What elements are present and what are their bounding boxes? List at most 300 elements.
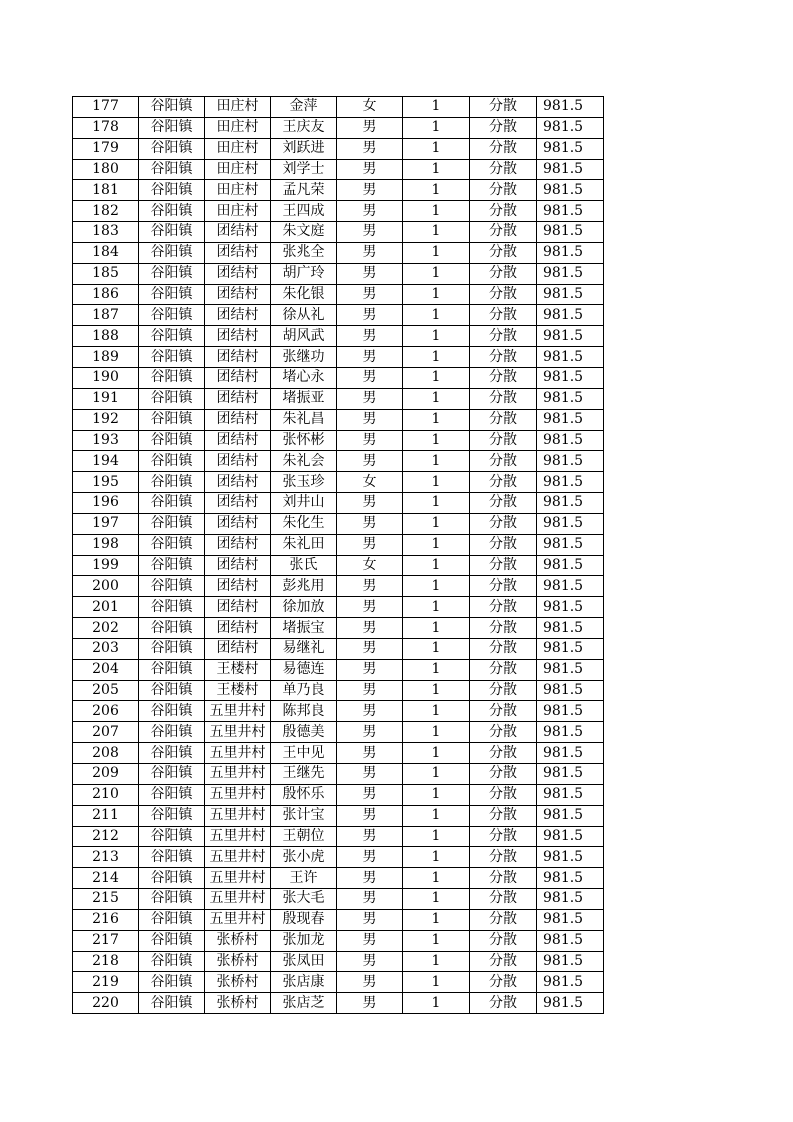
gender-cell: 男	[337, 826, 403, 847]
count-cell: 1	[403, 513, 470, 534]
amount-cell: 981.5	[537, 513, 604, 534]
town-cell: 谷阳镇	[139, 722, 205, 743]
gender-cell: 男	[337, 972, 403, 993]
row-number-cell: 180	[73, 159, 139, 180]
amount-cell: 981.5	[537, 993, 604, 1014]
name-cell: 刘井山	[271, 493, 337, 514]
support-type-cell: 分散	[470, 409, 537, 430]
gender-cell: 男	[337, 638, 403, 659]
support-type-cell: 分散	[470, 201, 537, 222]
support-type-cell: 分散	[470, 618, 537, 639]
amount-cell: 981.5	[537, 909, 604, 930]
amount-cell: 981.5	[537, 951, 604, 972]
row-number-cell: 188	[73, 326, 139, 347]
count-cell: 1	[403, 367, 470, 388]
gender-cell: 男	[337, 659, 403, 680]
town-cell: 谷阳镇	[139, 805, 205, 826]
count-cell: 1	[403, 97, 470, 118]
village-cell: 五里井村	[205, 868, 271, 889]
spreadsheet-page	[72, 96, 604, 1014]
count-cell: 1	[403, 868, 470, 889]
amount-cell: 981.5	[537, 534, 604, 555]
support-type-cell: 分散	[470, 222, 537, 243]
name-cell: 堵振亚	[271, 388, 337, 409]
village-cell: 五里井村	[205, 743, 271, 764]
amount-cell: 981.5	[537, 180, 604, 201]
table-row	[73, 534, 604, 555]
town-cell: 谷阳镇	[139, 263, 205, 284]
amount-cell: 981.5	[537, 472, 604, 493]
amount-cell: 981.5	[537, 868, 604, 889]
amount-cell: 981.5	[537, 159, 604, 180]
count-cell: 1	[403, 117, 470, 138]
row-number-cell: 194	[73, 451, 139, 472]
gender-cell: 男	[337, 889, 403, 910]
town-cell: 谷阳镇	[139, 701, 205, 722]
support-type-cell: 分散	[470, 993, 537, 1014]
support-type-cell: 分散	[470, 889, 537, 910]
count-cell: 1	[403, 493, 470, 514]
support-type-cell: 分散	[470, 138, 537, 159]
village-cell: 田庄村	[205, 117, 271, 138]
gender-cell: 男	[337, 930, 403, 951]
table-row	[73, 972, 604, 993]
town-cell: 谷阳镇	[139, 972, 205, 993]
gender-cell: 男	[337, 534, 403, 555]
row-number-cell: 220	[73, 993, 139, 1014]
name-cell: 王朝位	[271, 826, 337, 847]
row-number-cell: 191	[73, 388, 139, 409]
table-row	[73, 117, 604, 138]
gender-cell: 男	[337, 493, 403, 514]
count-cell: 1	[403, 534, 470, 555]
amount-cell: 981.5	[537, 847, 604, 868]
town-cell: 谷阳镇	[139, 117, 205, 138]
town-cell: 谷阳镇	[139, 97, 205, 118]
support-type-cell: 分散	[470, 180, 537, 201]
town-cell: 谷阳镇	[139, 367, 205, 388]
amount-cell: 981.5	[537, 555, 604, 576]
village-cell: 团结村	[205, 263, 271, 284]
name-cell: 张计宝	[271, 805, 337, 826]
count-cell: 1	[403, 784, 470, 805]
count-cell: 1	[403, 826, 470, 847]
town-cell: 谷阳镇	[139, 764, 205, 785]
row-number-cell: 184	[73, 242, 139, 263]
village-cell: 五里井村	[205, 909, 271, 930]
table-row	[73, 97, 604, 118]
name-cell: 张怀彬	[271, 430, 337, 451]
amount-cell: 981.5	[537, 743, 604, 764]
row-number-cell: 189	[73, 347, 139, 368]
amount-cell: 981.5	[537, 242, 604, 263]
table-row	[73, 555, 604, 576]
count-cell: 1	[403, 138, 470, 159]
row-number-cell: 207	[73, 722, 139, 743]
village-cell: 团结村	[205, 534, 271, 555]
table-row	[73, 409, 604, 430]
support-type-cell: 分散	[470, 472, 537, 493]
town-cell: 谷阳镇	[139, 451, 205, 472]
gender-cell: 男	[337, 409, 403, 430]
row-number-cell: 183	[73, 222, 139, 243]
village-cell: 团结村	[205, 326, 271, 347]
name-cell: 王中见	[271, 743, 337, 764]
count-cell: 1	[403, 409, 470, 430]
amount-cell: 981.5	[537, 284, 604, 305]
name-cell: 王庆友	[271, 117, 337, 138]
name-cell: 陈邦良	[271, 701, 337, 722]
gender-cell: 女	[337, 97, 403, 118]
gender-cell: 男	[337, 847, 403, 868]
name-cell: 殷怀乐	[271, 784, 337, 805]
village-cell: 五里井村	[205, 847, 271, 868]
village-cell: 团结村	[205, 638, 271, 659]
support-type-cell: 分散	[470, 680, 537, 701]
gender-cell: 男	[337, 618, 403, 639]
row-number-cell: 208	[73, 743, 139, 764]
amount-cell: 981.5	[537, 764, 604, 785]
name-cell: 张大毛	[271, 889, 337, 910]
row-number-cell: 202	[73, 618, 139, 639]
count-cell: 1	[403, 993, 470, 1014]
town-cell: 谷阳镇	[139, 618, 205, 639]
name-cell: 易继礼	[271, 638, 337, 659]
town-cell: 谷阳镇	[139, 534, 205, 555]
count-cell: 1	[403, 159, 470, 180]
gender-cell: 男	[337, 284, 403, 305]
table-row	[73, 451, 604, 472]
count-cell: 1	[403, 764, 470, 785]
count-cell: 1	[403, 638, 470, 659]
village-cell: 五里井村	[205, 889, 271, 910]
count-cell: 1	[403, 972, 470, 993]
count-cell: 1	[403, 951, 470, 972]
gender-cell: 男	[337, 138, 403, 159]
table-row	[73, 847, 604, 868]
row-number-cell: 185	[73, 263, 139, 284]
village-cell: 团结村	[205, 409, 271, 430]
support-type-cell: 分散	[470, 305, 537, 326]
amount-cell: 981.5	[537, 451, 604, 472]
gender-cell: 男	[337, 305, 403, 326]
row-number-cell: 204	[73, 659, 139, 680]
row-number-cell: 193	[73, 430, 139, 451]
gender-cell: 男	[337, 347, 403, 368]
count-cell: 1	[403, 889, 470, 910]
town-cell: 谷阳镇	[139, 242, 205, 263]
name-cell: 胡广玲	[271, 263, 337, 284]
amount-cell: 981.5	[537, 638, 604, 659]
row-number-cell: 199	[73, 555, 139, 576]
support-type-cell: 分散	[470, 534, 537, 555]
amount-cell: 981.5	[537, 659, 604, 680]
town-cell: 谷阳镇	[139, 847, 205, 868]
count-cell: 1	[403, 263, 470, 284]
table-row	[73, 263, 604, 284]
roster-body	[73, 97, 604, 1014]
name-cell: 徐加放	[271, 597, 337, 618]
name-cell: 堵心永	[271, 367, 337, 388]
count-cell: 1	[403, 576, 470, 597]
support-type-cell: 分散	[470, 159, 537, 180]
amount-cell: 981.5	[537, 305, 604, 326]
town-cell: 谷阳镇	[139, 159, 205, 180]
village-cell: 团结村	[205, 242, 271, 263]
amount-cell: 981.5	[537, 576, 604, 597]
count-cell: 1	[403, 347, 470, 368]
village-cell: 田庄村	[205, 201, 271, 222]
support-type-cell: 分散	[470, 909, 537, 930]
row-number-cell: 212	[73, 826, 139, 847]
count-cell: 1	[403, 180, 470, 201]
gender-cell: 男	[337, 180, 403, 201]
town-cell: 谷阳镇	[139, 409, 205, 430]
support-type-cell: 分散	[470, 930, 537, 951]
row-number-cell: 214	[73, 868, 139, 889]
table-row	[73, 597, 604, 618]
village-cell: 团结村	[205, 451, 271, 472]
count-cell: 1	[403, 722, 470, 743]
gender-cell: 男	[337, 513, 403, 534]
support-type-cell: 分散	[470, 263, 537, 284]
support-type-cell: 分散	[470, 597, 537, 618]
row-number-cell: 198	[73, 534, 139, 555]
table-row	[73, 472, 604, 493]
table-row	[73, 951, 604, 972]
count-cell: 1	[403, 430, 470, 451]
name-cell: 殷德美	[271, 722, 337, 743]
count-cell: 1	[403, 701, 470, 722]
support-type-cell: 分散	[470, 951, 537, 972]
amount-cell: 981.5	[537, 930, 604, 951]
table-row	[73, 159, 604, 180]
row-number-cell: 187	[73, 305, 139, 326]
table-row	[73, 242, 604, 263]
name-cell: 朱礼田	[271, 534, 337, 555]
table-row	[73, 430, 604, 451]
row-number-cell: 200	[73, 576, 139, 597]
village-cell: 五里井村	[205, 805, 271, 826]
table-row	[73, 909, 604, 930]
row-number-cell: 217	[73, 930, 139, 951]
village-cell: 团结村	[205, 284, 271, 305]
town-cell: 谷阳镇	[139, 284, 205, 305]
town-cell: 谷阳镇	[139, 638, 205, 659]
name-cell: 张兆全	[271, 242, 337, 263]
town-cell: 谷阳镇	[139, 868, 205, 889]
name-cell: 张凤田	[271, 951, 337, 972]
row-number-cell: 206	[73, 701, 139, 722]
village-cell: 团结村	[205, 388, 271, 409]
gender-cell: 男	[337, 242, 403, 263]
row-number-cell: 182	[73, 201, 139, 222]
gender-cell: 男	[337, 805, 403, 826]
count-cell: 1	[403, 305, 470, 326]
table-row	[73, 889, 604, 910]
support-type-cell: 分散	[470, 117, 537, 138]
support-type-cell: 分散	[470, 493, 537, 514]
count-cell: 1	[403, 805, 470, 826]
town-cell: 谷阳镇	[139, 388, 205, 409]
amount-cell: 981.5	[537, 784, 604, 805]
village-cell: 王楼村	[205, 680, 271, 701]
name-cell: 殷现春	[271, 909, 337, 930]
count-cell: 1	[403, 930, 470, 951]
amount-cell: 981.5	[537, 597, 604, 618]
town-cell: 谷阳镇	[139, 951, 205, 972]
town-cell: 谷阳镇	[139, 222, 205, 243]
town-cell: 谷阳镇	[139, 513, 205, 534]
support-type-cell: 分散	[470, 451, 537, 472]
support-type-cell: 分散	[470, 576, 537, 597]
count-cell: 1	[403, 909, 470, 930]
village-cell: 团结村	[205, 367, 271, 388]
gender-cell: 男	[337, 222, 403, 243]
town-cell: 谷阳镇	[139, 576, 205, 597]
count-cell: 1	[403, 201, 470, 222]
town-cell: 谷阳镇	[139, 930, 205, 951]
support-type-cell: 分散	[470, 659, 537, 680]
table-row	[73, 805, 604, 826]
name-cell: 朱化银	[271, 284, 337, 305]
village-cell: 团结村	[205, 222, 271, 243]
gender-cell: 男	[337, 159, 403, 180]
support-type-cell: 分散	[470, 847, 537, 868]
village-cell: 五里井村	[205, 784, 271, 805]
table-row	[73, 305, 604, 326]
amount-cell: 981.5	[537, 805, 604, 826]
support-type-cell: 分散	[470, 513, 537, 534]
support-type-cell: 分散	[470, 284, 537, 305]
name-cell: 金萍	[271, 97, 337, 118]
table-row	[73, 347, 604, 368]
town-cell: 谷阳镇	[139, 138, 205, 159]
gender-cell: 男	[337, 201, 403, 222]
village-cell: 张桥村	[205, 993, 271, 1014]
town-cell: 谷阳镇	[139, 597, 205, 618]
table-row	[73, 222, 604, 243]
row-number-cell: 219	[73, 972, 139, 993]
table-row	[73, 493, 604, 514]
gender-cell: 男	[337, 784, 403, 805]
gender-cell: 男	[337, 263, 403, 284]
support-type-cell: 分散	[470, 701, 537, 722]
village-cell: 团结村	[205, 597, 271, 618]
count-cell: 1	[403, 618, 470, 639]
row-number-cell: 213	[73, 847, 139, 868]
village-cell: 王楼村	[205, 659, 271, 680]
table-row	[73, 722, 604, 743]
roster-table	[72, 96, 604, 1014]
town-cell: 谷阳镇	[139, 180, 205, 201]
village-cell: 团结村	[205, 576, 271, 597]
amount-cell: 981.5	[537, 889, 604, 910]
table-row	[73, 868, 604, 889]
gender-cell: 男	[337, 743, 403, 764]
support-type-cell: 分散	[470, 972, 537, 993]
gender-cell: 男	[337, 367, 403, 388]
village-cell: 团结村	[205, 618, 271, 639]
table-row	[73, 388, 604, 409]
table-row	[73, 367, 604, 388]
table-row	[73, 326, 604, 347]
row-number-cell: 209	[73, 764, 139, 785]
table-row	[73, 930, 604, 951]
support-type-cell: 分散	[470, 638, 537, 659]
town-cell: 谷阳镇	[139, 909, 205, 930]
support-type-cell: 分散	[470, 367, 537, 388]
village-cell: 张桥村	[205, 972, 271, 993]
row-number-cell: 218	[73, 951, 139, 972]
gender-cell: 男	[337, 680, 403, 701]
village-cell: 张桥村	[205, 930, 271, 951]
gender-cell: 男	[337, 388, 403, 409]
town-cell: 谷阳镇	[139, 659, 205, 680]
village-cell: 五里井村	[205, 722, 271, 743]
support-type-cell: 分散	[470, 555, 537, 576]
support-type-cell: 分散	[470, 805, 537, 826]
village-cell: 团结村	[205, 513, 271, 534]
village-cell: 五里井村	[205, 701, 271, 722]
row-number-cell: 179	[73, 138, 139, 159]
table-row	[73, 784, 604, 805]
name-cell: 朱化生	[271, 513, 337, 534]
amount-cell: 981.5	[537, 972, 604, 993]
count-cell: 1	[403, 597, 470, 618]
town-cell: 谷阳镇	[139, 305, 205, 326]
village-cell: 团结村	[205, 472, 271, 493]
town-cell: 谷阳镇	[139, 326, 205, 347]
count-cell: 1	[403, 222, 470, 243]
row-number-cell: 203	[73, 638, 139, 659]
name-cell: 王四成	[271, 201, 337, 222]
row-number-cell: 177	[73, 97, 139, 118]
name-cell: 张店芝	[271, 993, 337, 1014]
amount-cell: 981.5	[537, 201, 604, 222]
name-cell: 张小虎	[271, 847, 337, 868]
support-type-cell: 分散	[470, 326, 537, 347]
row-number-cell: 190	[73, 367, 139, 388]
amount-cell: 981.5	[537, 722, 604, 743]
amount-cell: 981.5	[537, 826, 604, 847]
village-cell: 五里井村	[205, 826, 271, 847]
gender-cell: 男	[337, 451, 403, 472]
support-type-cell: 分散	[470, 242, 537, 263]
name-cell: 彭兆用	[271, 576, 337, 597]
count-cell: 1	[403, 472, 470, 493]
name-cell: 朱礼昌	[271, 409, 337, 430]
count-cell: 1	[403, 388, 470, 409]
town-cell: 谷阳镇	[139, 743, 205, 764]
gender-cell: 男	[337, 722, 403, 743]
gender-cell: 男	[337, 909, 403, 930]
count-cell: 1	[403, 680, 470, 701]
row-number-cell: 211	[73, 805, 139, 826]
table-row	[73, 201, 604, 222]
name-cell: 朱礼会	[271, 451, 337, 472]
name-cell: 单乃良	[271, 680, 337, 701]
row-number-cell: 201	[73, 597, 139, 618]
town-cell: 谷阳镇	[139, 347, 205, 368]
town-cell: 谷阳镇	[139, 493, 205, 514]
table-row	[73, 638, 604, 659]
gender-cell: 女	[337, 555, 403, 576]
amount-cell: 981.5	[537, 326, 604, 347]
amount-cell: 981.5	[537, 347, 604, 368]
gender-cell: 男	[337, 576, 403, 597]
support-type-cell: 分散	[470, 430, 537, 451]
